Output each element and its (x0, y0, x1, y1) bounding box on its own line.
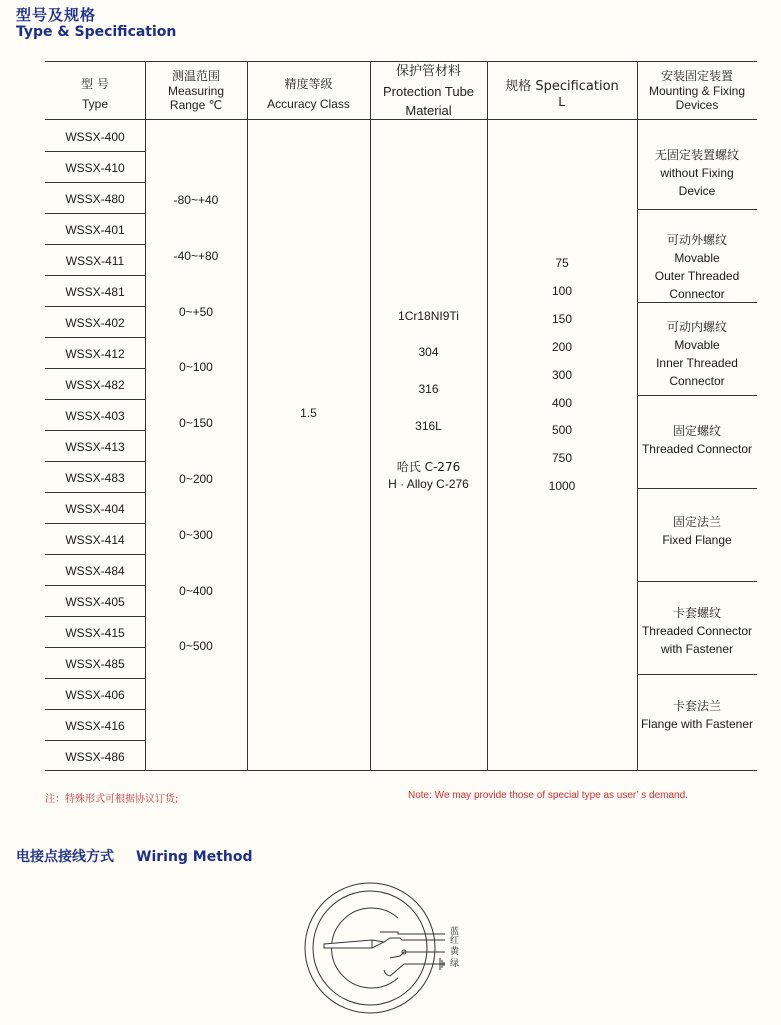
mounting-en2: with Fastener (660, 642, 734, 656)
mounting-group (637, 697, 757, 733)
header-range-cn: 测温范围 (171, 69, 220, 83)
mounting-cn: 固定螺纹 (672, 424, 721, 438)
header-type-cn: 型 号 (81, 77, 109, 91)
mounting-en1: Flange with Fastener (640, 717, 754, 731)
wire-label: 红 (450, 936, 460, 946)
header-material-en1: Protection Tube (382, 84, 475, 99)
mounting-cn: 可动外螺纹 (666, 233, 727, 247)
mounting-en2: Device (678, 184, 716, 198)
model-cell: WSSX-404 (65, 502, 125, 516)
spec-value: 100 (551, 284, 573, 298)
pointer-blade (324, 940, 372, 948)
mounting-en1: Threaded Connector (641, 624, 753, 638)
wire-label: 蓝 (450, 927, 460, 937)
row-divider (45, 213, 145, 214)
mounting-en2: Outer Threaded (654, 269, 740, 283)
model-cell: WSSX-400 (65, 130, 125, 144)
header-mounting (637, 67, 757, 112)
header-accuracy-cn: 精度等级 (284, 77, 333, 91)
model-cell: WSSX-416 (65, 719, 125, 733)
wiring-diagram (300, 878, 500, 1018)
wire-red (400, 938, 445, 940)
spec-value: 750 (551, 451, 573, 465)
model-cell: WSSX-480 (65, 192, 125, 206)
mounting-cn: 卡套法兰 (672, 699, 721, 713)
accuracy-value: 1.5 (300, 406, 317, 420)
header-accuracy (247, 75, 370, 111)
range-value: 0~300 (179, 528, 213, 542)
model-cell: WSSX-405 (65, 595, 125, 609)
wire-label: 绿 (450, 959, 460, 969)
range-value: 0~500 (179, 639, 213, 653)
header-range-en1: Measuring (167, 84, 225, 98)
model-cell: WSSX-486 (65, 750, 125, 764)
mounting-group (637, 318, 757, 390)
spec-value: 200 (551, 340, 573, 354)
model-cell: WSSX-484 (65, 564, 125, 578)
row-divider (45, 492, 145, 493)
mounting-group (637, 422, 757, 458)
spec-table (45, 61, 757, 771)
row-divider (45, 430, 145, 431)
spec-value: 75 (555, 256, 569, 270)
model-cell: WSSX-411 (65, 254, 125, 268)
mounting-en1: Fixed Flange (662, 533, 732, 547)
model-cell: WSSX-413 (65, 440, 125, 454)
row-divider (45, 337, 145, 338)
row-divider (45, 616, 145, 617)
note-cn: 注：特殊形式可根据协议订货; (45, 794, 179, 805)
model-cell: WSSX-485 (65, 657, 125, 671)
mounting-cn: 无固定装置螺纹 (654, 148, 739, 162)
spec-value: 150 (551, 312, 573, 326)
model-cell: WSSX-483 (65, 471, 125, 485)
row-divider (45, 306, 145, 307)
mounting-cn: 卡套螺纹 (672, 606, 721, 620)
model-cell: WSSX-414 (65, 533, 125, 547)
mount-divider (637, 488, 757, 489)
row-divider (45, 523, 145, 524)
wire-green (390, 964, 445, 976)
model-cell: WSSX-410 (65, 161, 125, 175)
section-title-cn: 型号及规格 (16, 6, 97, 24)
row-divider (45, 151, 145, 152)
range-value: 0~+50 (178, 305, 214, 319)
header-material (370, 63, 487, 120)
header-accuracy-en: Accuracy Class (267, 97, 350, 111)
header-mounting-cn: 安装固定装置 (660, 69, 733, 83)
mounting-group (637, 231, 757, 303)
material-value: 304 (418, 345, 439, 359)
mount-divider (637, 302, 757, 303)
pointer-tip (372, 940, 384, 948)
material-value: H · Alloy C-276 (388, 477, 469, 491)
row-divider (45, 399, 145, 400)
model-cell: WSSX-406 (65, 688, 125, 702)
wire-label: 黄 (450, 947, 460, 957)
header-spec (487, 75, 637, 109)
header-material-cn: 保护管材料 (395, 64, 461, 79)
table-bottom-border (45, 770, 757, 771)
mounting-en1: Threaded Connector (641, 442, 753, 456)
mounting-en1: without Fixing (660, 166, 734, 180)
wiring-title-en: Wiring Method (136, 849, 253, 865)
row-divider (45, 275, 145, 276)
header-spec-l: L (558, 94, 566, 109)
spec-value: 500 (551, 423, 573, 437)
spec-value: 300 (551, 368, 573, 382)
mounting-en1: Movable (674, 338, 720, 352)
row-divider (45, 585, 145, 586)
row-divider (45, 709, 145, 710)
model-cell: WSSX-482 (65, 378, 125, 392)
mount-divider (637, 209, 757, 210)
wire-yellow (390, 952, 445, 958)
header-type-en: Type (81, 97, 108, 111)
model-cell: WSSX-401 (65, 223, 125, 237)
range-value: 0~400 (179, 584, 213, 598)
range-value: -40~+80 (173, 249, 219, 263)
model-cell: WSSX-415 (65, 626, 125, 640)
mounting-en3: Connector (669, 287, 725, 301)
header-spec-label: 规格 Specification (505, 79, 619, 94)
row-divider (45, 461, 145, 462)
range-value: -80~+40 (173, 193, 219, 207)
col-divider (370, 61, 371, 771)
material-value: 316L (415, 419, 442, 433)
material-value: 316 (418, 382, 439, 396)
mounting-en3: Connector (669, 374, 725, 388)
header-mounting-en2: Devices (675, 98, 719, 112)
header-material-en2: Material (405, 103, 452, 118)
mounting-group (637, 604, 757, 658)
mounting-group (637, 146, 757, 200)
mount-divider (637, 395, 757, 396)
row-divider (45, 678, 145, 679)
header-range (145, 67, 247, 112)
material-value: 哈氏 C-276 (396, 460, 461, 474)
col-divider (487, 61, 488, 771)
model-cell: WSSX-481 (65, 285, 125, 299)
mounting-cn: 固定法兰 (672, 515, 721, 529)
model-cell: WSSX-412 (65, 347, 125, 361)
row-divider (45, 647, 145, 648)
row-divider (45, 554, 145, 555)
row-divider (45, 740, 145, 741)
row-divider (45, 368, 145, 369)
wire-blue (380, 932, 445, 934)
note-en: Note: We may provide those of special type as user’ s demand. (408, 790, 688, 801)
range-value: 0~100 (179, 360, 213, 374)
mounting-cn: 可动内螺纹 (666, 320, 727, 334)
range-value: 0~150 (179, 416, 213, 430)
range-value: 0~200 (179, 472, 213, 486)
table-top-border (45, 61, 757, 62)
mount-divider (637, 581, 757, 582)
mounting-en1: Movable (674, 251, 720, 265)
mounting-group (637, 513, 757, 549)
header-type (45, 75, 145, 111)
wiring-title (16, 846, 253, 866)
material-value: 1Cr18NI9Ti (398, 309, 459, 323)
wiring-title-cn: 电接点接线方式 (16, 849, 114, 865)
header-range-en2: Range ℃ (169, 98, 223, 112)
spec-value: 1000 (548, 479, 576, 493)
header-mounting-en1: Mounting & Fixing (648, 84, 746, 98)
mounting-en2: Inner Threaded (656, 356, 738, 370)
row-divider (45, 244, 145, 245)
row-divider (45, 182, 145, 183)
model-cell: WSSX-402 (65, 316, 125, 330)
model-cell: WSSX-403 (65, 409, 125, 423)
mount-divider (637, 674, 757, 675)
section-title-en: Type & Specification (16, 24, 177, 40)
spec-value: 400 (551, 396, 573, 410)
